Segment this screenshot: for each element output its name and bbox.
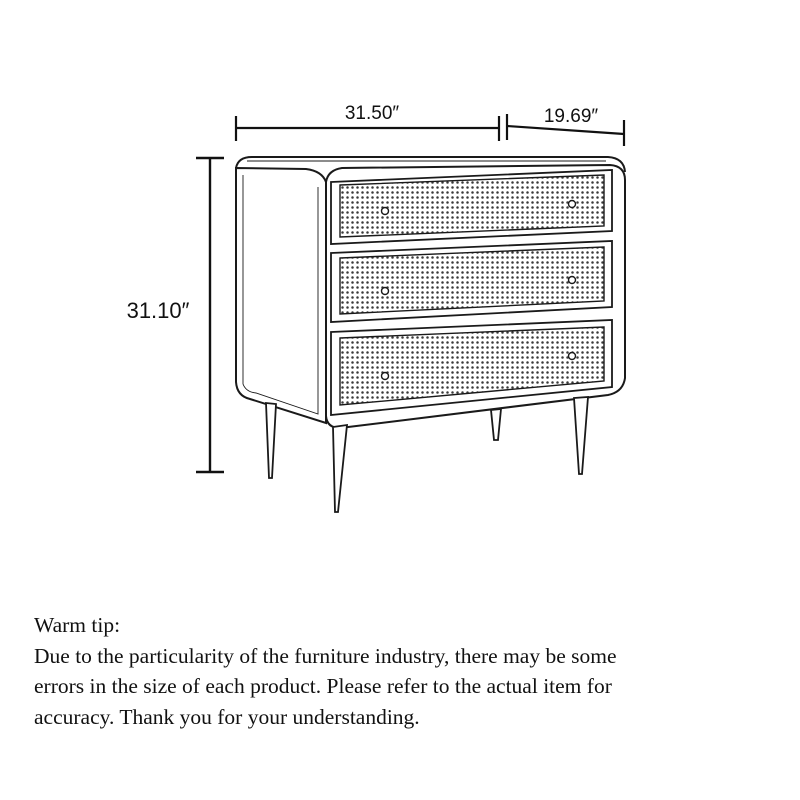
cabinet-side-panel xyxy=(236,168,326,423)
drawer-knob-left xyxy=(382,208,389,215)
height-label: 31.10″ xyxy=(126,298,190,323)
height-dimension xyxy=(127,158,224,472)
leg-front-right xyxy=(574,397,588,474)
drawer-knob-left xyxy=(382,288,389,295)
dresser-illustration xyxy=(236,157,625,512)
depth-label: 19.69″ xyxy=(543,106,599,127)
warm-tip-line: Due to the particularity of the furniture industry, there may be some xyxy=(34,643,617,668)
drawer-knob-left xyxy=(382,373,389,380)
leg-front-left xyxy=(333,425,347,512)
drawer-knob-right xyxy=(569,353,576,360)
drawer-knob-right xyxy=(569,277,576,284)
leg-back-left xyxy=(266,403,276,478)
drawer-bottom xyxy=(331,320,612,415)
warm-tip-line: errors in the size of each product. Please refer to the actual item for xyxy=(34,674,612,698)
warm-tip-title: Warm tip: xyxy=(34,613,121,637)
drawer-top xyxy=(331,170,612,244)
dresser-legs xyxy=(266,397,588,512)
depth-dimension xyxy=(507,106,624,146)
leg-back-right xyxy=(491,409,501,440)
drawer-knob-right xyxy=(569,201,576,208)
warm-tip-note xyxy=(34,610,774,732)
width-dimension xyxy=(236,103,499,141)
width-label: 31.50″ xyxy=(344,103,400,124)
warm-tip-line: accuracy. Thank you for your understanding. xyxy=(34,704,420,729)
drawer-middle xyxy=(331,241,612,322)
